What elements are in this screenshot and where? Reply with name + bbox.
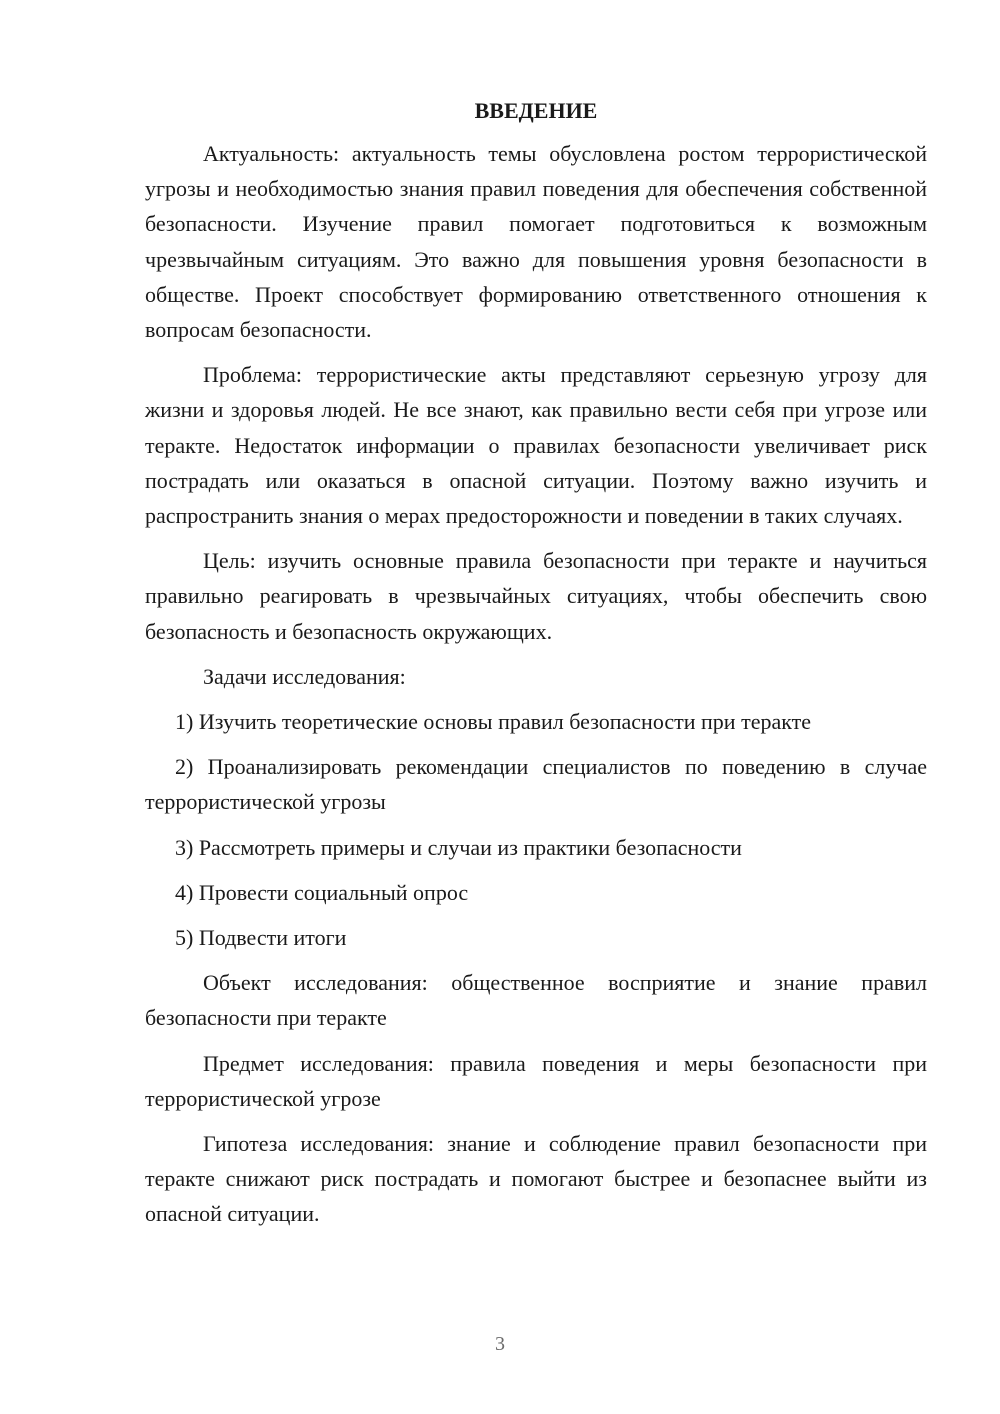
- document-page: [145, 90, 927, 1242]
- task-item-2: 2) Проанализировать рекомендации специалистов по поведению в случае террористической угрозы: [145, 754, 927, 815]
- tasks-heading: Задачи исследования:: [203, 663, 406, 689]
- paragraph-object: Объект исследования: общественное восприятие и знание правил безопасности при теракте: [145, 970, 927, 1031]
- paragraph-problem: Проблема: террористические акты представляют серьезную угрозу для жизни и здоровья людей. Не все знают, как правильно вести себя при угрозе или теракте. Недостаток информации о правилах безопасности увеличивает риск пострадать или оказаться в опасной ситуации. Поэтому важно изучить и распространить знания о мерах предосторожности и поведении в таких случаях.: [145, 362, 927, 529]
- paragraph-goal: Цель: изучить основные правила безопасности при теракте и научиться правильно реагировать в чрезвычайных ситуациях, чтобы обеспечить свою безопасность и безопасность окружающих.: [145, 548, 927, 644]
- paragraph-subject: Предмет исследования: правила поведения и меры безопасности при террористической угрозе: [145, 1050, 927, 1111]
- task-item-1: 1) Изучить теоретические основы правил безопасности при теракте: [175, 709, 812, 735]
- paragraph-hypothesis: Гипотеза исследования: знание и соблюдение правил безопасности при теракте снижают риск пострадать и помогают быстрее и безопаснее выйти из опасной ситуации.: [145, 1131, 927, 1227]
- page-title: ВВЕДЕНИЕ: [474, 98, 598, 123]
- task-item-5: 5) Подвести итоги: [175, 925, 347, 951]
- task-item-3: 3) Рассмотреть примеры и случаи из практики безопасности: [175, 834, 742, 860]
- paragraph-relevance: Актуальность: актуальность темы обусловлена ростом террористической угрозы и необходимостью знания правил поведения для обеспечения собственной безопасности. Изучение правил помогает подготовиться к возможным чрезвычайным ситуациям. Это важно для повышения уровня безопасности в обществе. Проект способствует формированию ответственного отношения к вопросам безопасности.: [145, 141, 927, 343]
- page-number: 3: [495, 1333, 505, 1355]
- task-item-4: 4) Провести социальный опрос: [175, 879, 469, 905]
